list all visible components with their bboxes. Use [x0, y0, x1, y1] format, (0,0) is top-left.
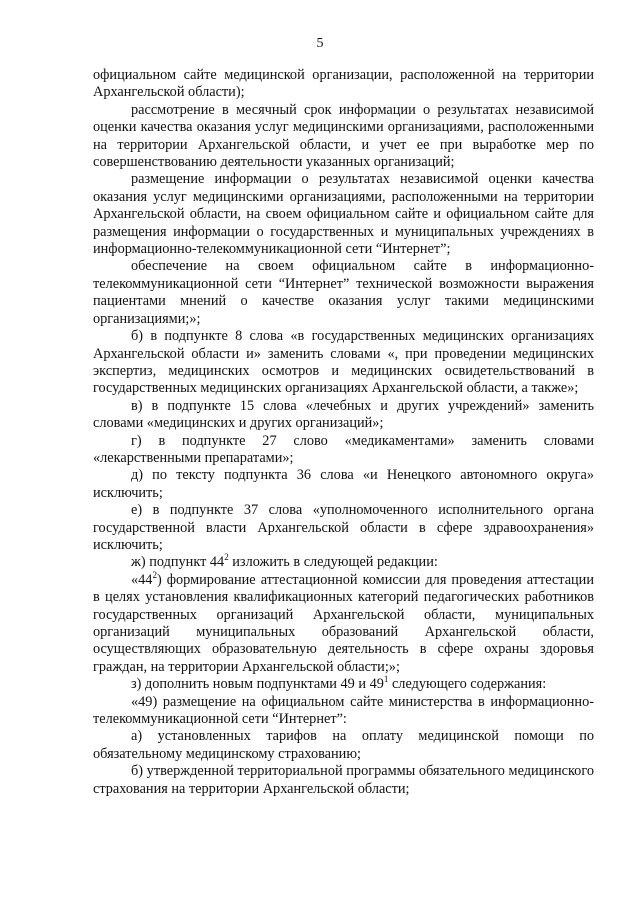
paragraph [93, 554, 594, 571]
page-number: 5 [316, 36, 324, 51]
paragraph: а) установленных тарифов на оплату медицинской помощи по обязательному медицинскому страхованию; [93, 728, 594, 762]
paragraph: рассмотрение в месячный срок информации о результатах независимой оценки качества оказания услуг медицинскими организациями, расположенными на территории Архангельской области, и учет ее при выработке мер по совершенствованию деятельности указанных организаций; [93, 101, 594, 171]
paragraph-text: следующего содержания: [388, 676, 547, 693]
paragraph: г) в подпункте 27 слово «медикаментами» заменить словами «лекарственными препаратами»; [93, 432, 594, 466]
paragraph-text: «44 [131, 571, 153, 588]
paragraph: официальном сайте медицинской организации, расположенной на территории Архангельской области); [93, 67, 594, 101]
paragraph: б) утвержденной территориальной программы обязательного медицинского страхования на территории Архангельской области; [93, 763, 594, 797]
paragraph: в) в подпункте 15 слова «лечебных и других учреждений» заменить словами «медицинских и других организаций»; [93, 397, 594, 432]
paragraph-text: з) дополнить новым подпунктами 49 и 49 [131, 676, 384, 693]
paragraph-text: изложить в следующей редакции: [228, 554, 438, 571]
paragraph-text: ) формирование аттестационной комиссии для проведения аттестации в целях установления квалификационных категорий педагогических работников государственных организаций Архангельской области, муниципальных организаций муниципальных образований Архангельской области, осуществляющих образовательную деятельность в сфере охраны здоровья граждан, на территории Архангельской области;»; [93, 571, 594, 675]
paragraph: обеспечение на своем официальном сайте в информационно-телекоммуникационной сети “Интернет” технической возможности выражения пациентами мнений о качестве оказания услуг такими медицинскими организациями;»; [93, 258, 594, 327]
document-body [93, 67, 594, 798]
paragraph: размещение информации о результатах независимой оценки качества оказания услуг медицинскими организациями, расположенными на территории Архангельской области, на своем официальном сайте и официальном сайте для размещения информации о государственных и муниципальных учреждениях в информационно-телекоммуникационной сети “Интернет”; [93, 171, 594, 258]
paragraph [93, 572, 594, 676]
paragraph: б) в подпункте 8 слова «в государственных медицинских организациях Архангельской области и» заменить словами «, при проведении медицинских экспертиз, медицинских осмотров и медицинских освидетельствований в государственных медицинских организациях Архангельской области, а также»; [93, 328, 594, 397]
paragraph: е) в подпункте 37 слова «уполномоченного исполнительного органа государственной власти Архангельской области в сфере здравоохранения» исключить; [93, 502, 594, 553]
paragraph: д) по тексту подпункта 36 слова «и Ненецкого автономного округа» исключить; [93, 467, 594, 501]
superscript: 2 [224, 552, 229, 563]
paragraph: «49) размещение на официальном сайте министерства в информационно-телекоммуникационной сети “Интернет”: [93, 693, 594, 728]
paragraph-text: ж) подпункт 44 [131, 554, 225, 571]
superscript: 2 [152, 570, 157, 581]
superscript: 1 [383, 674, 389, 685]
paragraph [93, 676, 594, 693]
